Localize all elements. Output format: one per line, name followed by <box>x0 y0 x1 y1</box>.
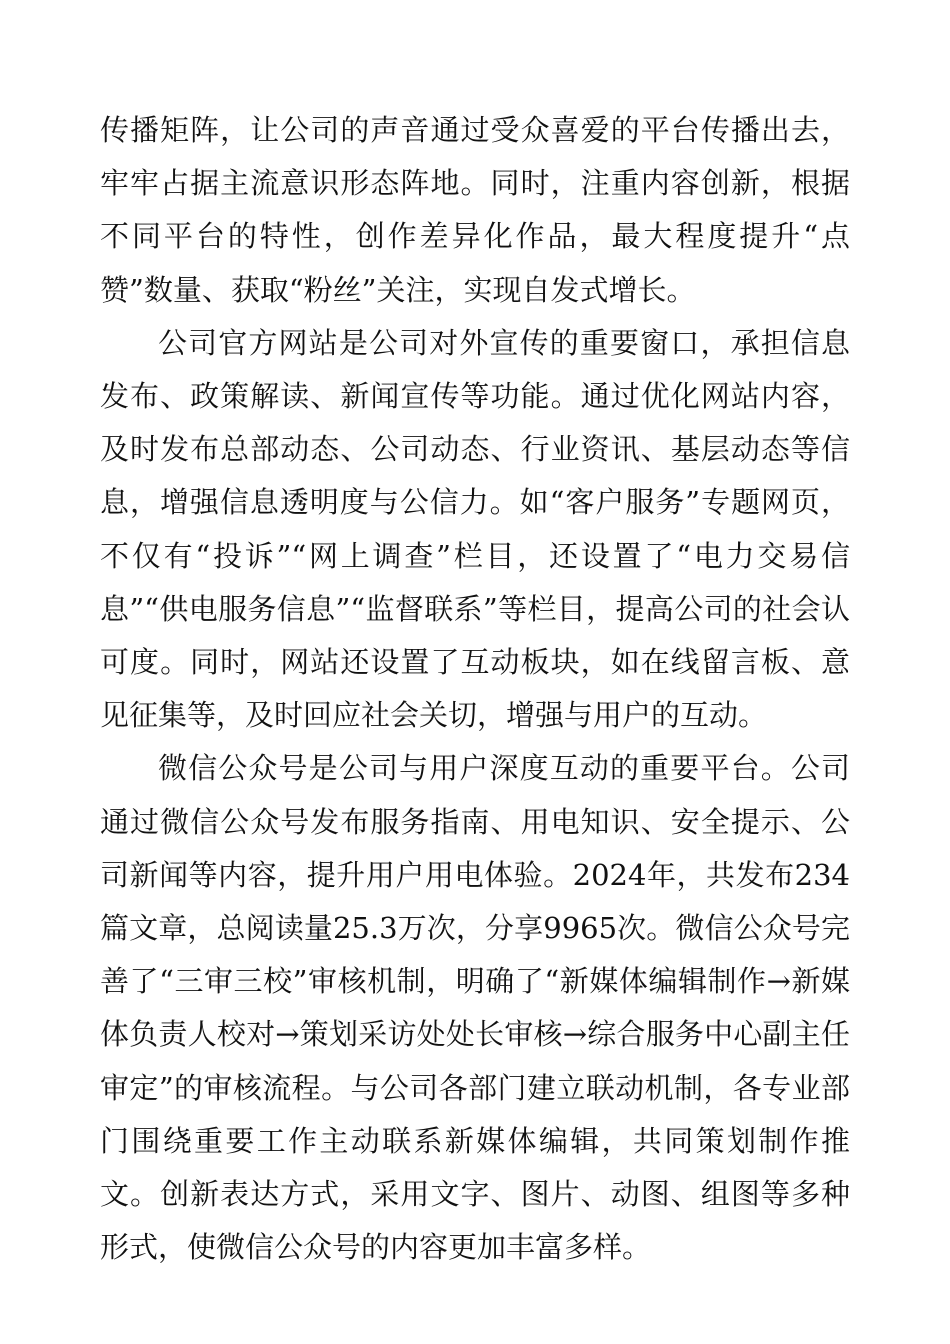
paragraph-wechat-account: 微信公众号是公司与用户深度互动的重要平台。公司通过微信公众号发布服务指南、用电知识、安全提示、公司新闻等内容，提升用户用电体验。2024年，共发布234篇文章，总阅读量25.3万次，分享9965次。微信公众号完善了“三审三校”审核机制，明确了“新媒体编辑制作→新媒体负责人校对→策划采访处处长审核→综合服务中心副主任审定”的审核流程。与公司各部门建立联动机制，各专业部门围绕重要工作主动联系新媒体编辑，共同策划制作推文。创新表达方式，采用文字、图片、动图、组图等多种形式，使微信公众号的内容更加丰富多样。 <box>100 751 850 1265</box>
body-text <box>100 104 850 1274</box>
paragraph-continuation: 传播矩阵，让公司的声音通过受众喜爱的平台传播出去，牢牢占据主流意识形态阵地。同时，注重内容创新，根据不同平台的特性，创作差异化作品，最大程度提升“点赞”数量、获取“粉丝”关注，实现自发式增长。 <box>100 113 850 307</box>
paragraph-official-website: 公司官方网站是公司对外宣传的重要窗口，承担信息发布、政策解读、新闻宣传等功能。通过优化网站内容，及时发布总部动态、公司动态、行业资讯、基层动态等信息，增强信息透明度与公信力。如“客户服务”专题网页，不仅有“投诉”“网上调查”栏目，还设置了“电力交易信息”“供电服务信息”“监督联系”等栏目，提高公司的社会认可度。同时，网站还设置了互动板块，如在线留言板、意见征集等，及时回应社会关切，增强与用户的互动。 <box>100 325 850 733</box>
